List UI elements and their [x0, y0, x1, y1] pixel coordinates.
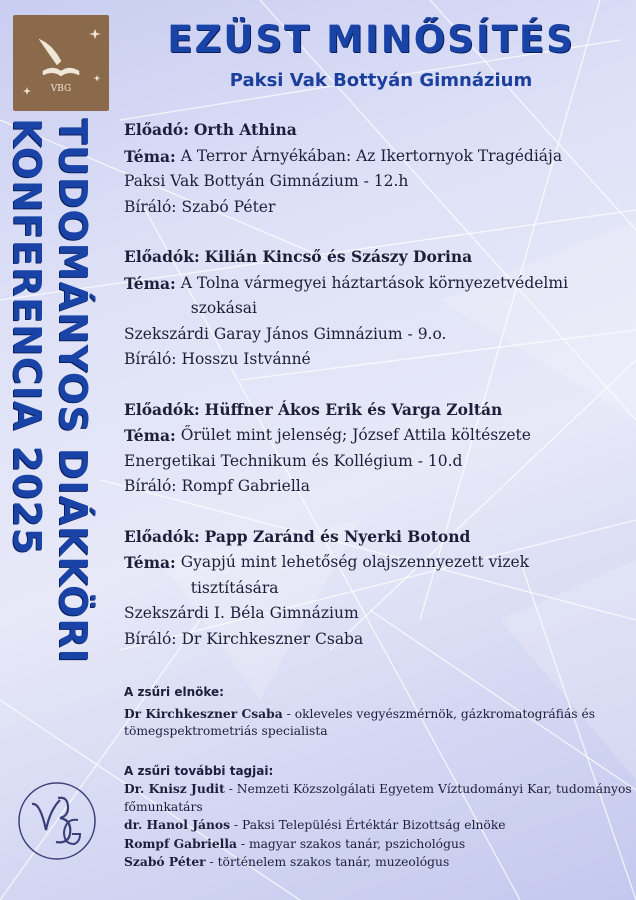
- school-name: Szekszárdi Garay János Gimnázium - 9.o.: [124, 324, 447, 343]
- presenter-names: Kilián Kincső és Szászy Dorina: [204, 247, 473, 266]
- vertical-title: [0, 118, 107, 778]
- jury-member-name: Szabó Péter: [124, 854, 206, 869]
- jury-member-desc: - történelem szakos tanár, muzeológus: [205, 855, 450, 869]
- topic-line: Gyapjú mint lehetőség olajszennyezett vizek: [180, 553, 530, 571]
- jury-chair-name: Dr Kirchkeszner Csaba: [124, 705, 283, 721]
- topic-label: Téma:: [124, 553, 176, 572]
- topic-line: szokásai: [190, 299, 257, 317]
- logo-text: VBG: [50, 84, 72, 94]
- vertical-title-line2: KONFERENCIA 2025: [5, 118, 49, 556]
- page-title: EZÜST MINŐSÍTÉS: [167, 18, 575, 61]
- presentations-list: [124, 117, 629, 652]
- topic-line: A Terror Árnyékában: Az Ikertornyok Tragédiája: [180, 146, 563, 165]
- reviewer-label: Bíráló:: [124, 629, 177, 648]
- jury-member: [124, 853, 634, 872]
- presenter-names: Hüffner Ákos Erik és Varga Zoltán: [204, 399, 503, 419]
- jury-member: [124, 835, 634, 854]
- jury-member-name: Dr. Knisz Judit: [124, 781, 225, 796]
- jury-member: [124, 780, 634, 816]
- vertical-title-line1: TUDOMÁNYOS DIÁKKÖRI: [51, 118, 95, 664]
- topic-label: Téma:: [124, 273, 176, 293]
- topic-line: A Tolna vármegyei háztartások környezetvédelmi: [180, 273, 569, 292]
- reviewer-name: Hosszu Istvánné: [181, 350, 311, 368]
- page-subtitle: Paksi Vak Bottyán Gimnázium: [229, 70, 533, 91]
- presentation-entry: [124, 244, 629, 373]
- jury-member-desc: - Paksi Települési Értéktár Bizottság elnöke: [230, 818, 506, 832]
- presenter-label: Előadók:: [124, 399, 200, 419]
- reviewer-name: Dr Kirchkeszner Csaba: [181, 629, 364, 648]
- presentation-entry: [124, 524, 629, 653]
- jury-chair-desc: - okleveles vegyészmérnök, gázkromatográfiás és tömegspektrometriás specialista: [124, 706, 596, 738]
- reviewer-label: Bíráló:: [124, 477, 177, 495]
- jury-chair: [124, 705, 634, 741]
- reviewer-name: Rompf Gabriella: [181, 477, 310, 495]
- reviewer-label: Bíráló:: [124, 197, 177, 216]
- jury-member-name: dr. Hanol János: [124, 817, 231, 832]
- presentation-entry: [124, 397, 629, 500]
- topic-line: tisztítására: [190, 578, 279, 597]
- presenter-names: Papp Zaránd és Nyerki Botond: [204, 526, 471, 546]
- jury-chair-heading: A zsűri elnöke:: [124, 685, 224, 699]
- presenter-label: Előadók:: [124, 526, 200, 546]
- presenter-names: Orth Athina: [193, 120, 297, 139]
- jury-section: [124, 684, 634, 872]
- topic-line: Őrület mint jelenség; József Attila költészete: [180, 426, 531, 444]
- presenter-label: Előadók:: [124, 247, 200, 266]
- reviewer-label: Bíráló:: [124, 350, 177, 368]
- school-name: Szekszárdi I. Béla Gimnázium: [124, 604, 359, 622]
- school-logo: [13, 15, 109, 111]
- jury-member-desc: - Nemzeti Közszolgálati Egyetem Víztudományi Kar, tudományos főmunkatárs: [124, 782, 632, 814]
- topic-label: Téma:: [124, 146, 176, 166]
- school-name: Paksi Vak Bottyán Gimnázium - 12.h: [124, 172, 409, 190]
- school-name: Energetikai Technikum és Kollégium - 10.d: [124, 451, 463, 470]
- reviewer-name: Szabó Péter: [181, 197, 276, 216]
- jury-member-desc: - magyar szakos tanár, pszichológus: [236, 836, 466, 851]
- presenter-label: Előadó:: [124, 120, 189, 139]
- topic-label: Téma:: [124, 426, 176, 445]
- presentation-entry: [124, 117, 629, 220]
- quill-book-icon: [13, 15, 109, 111]
- vbg-monogram-icon: [16, 780, 98, 862]
- jury-member-name: Rompf Gabriella: [124, 835, 237, 851]
- jury-members-heading: A zsűri további tagjai:: [124, 763, 274, 778]
- jury-member: [124, 816, 634, 835]
